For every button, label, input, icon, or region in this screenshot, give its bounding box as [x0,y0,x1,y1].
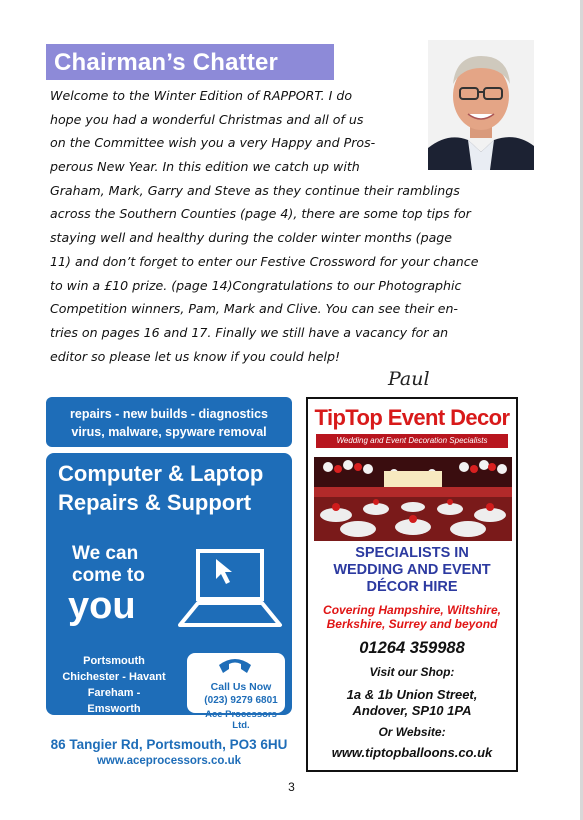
phone-icon [215,655,255,679]
coverage-line: Berkshire, Surrey and beyond [326,617,498,631]
headline: Repairs & Support [58,490,252,515]
advert-subtitle: Wedding and Event Decoration Specialists [316,434,508,448]
address: 86 Tangier Rd, Portsmouth, PO3 6HU [50,737,288,752]
town: Chichester - Havant [62,671,166,683]
come-to-text: come to [72,565,145,586]
town: Portsmouth [83,655,145,667]
venue-photo [314,457,512,541]
text-line: Graham, Mark, Garry and Steve as they continue their ramblings [50,182,460,198]
laptop-icon [176,547,284,629]
text-line: staying well and healthy during the colder winter months (page [50,230,453,246]
town: Waterlooville [79,719,149,731]
text-line: to win a £10 prize. (page 14)Congratulations to our Photographic [50,277,462,293]
coverage-text [308,603,516,631]
website: www.tiptopballoons.co.uk [331,745,493,760]
text-line: hope you had a wonderful Christmas and all of us [50,111,364,127]
we-can-text: We can [72,543,139,564]
phone-number: (023) 9279 6801 [204,695,278,706]
address-line: 1a & 1b Union Street, [346,687,478,702]
advert-title: TipTop Event Decor [314,405,510,430]
signature: Paul [388,368,430,390]
section-title-bar [46,44,334,80]
tiptop-advert [306,397,518,772]
coverage-line: Covering Hampshire, Wiltshire, [323,603,501,617]
heading-line: DÉCOR HIRE [366,579,458,595]
services-banner [46,397,292,447]
ace-processors-advert [46,397,292,773]
website: www.aceprocessors.co.uk [96,755,242,767]
services-line: virus, malware, spyware removal [71,425,267,439]
heading-line: SPECIALISTS IN [355,545,469,561]
specialists-heading [308,545,516,596]
chairman-text [50,84,515,368]
headline: Computer & Laptop [58,461,264,486]
address-line: Andover, SP10 1PA [352,703,472,718]
towns-list [60,653,168,733]
text-line: across the Southern Counties (page 4), there are some top tips for [50,206,471,222]
text-line: perous New Year. In this edition we catch up with [50,159,360,175]
text-line: tries on pages 16 and 17. Finally we still have a vacancy for an [50,324,449,340]
call-now-label: Call Us Now [210,681,272,693]
heading-line: WEDDING AND EVENT [333,562,491,578]
text-line: Welcome to the Winter Edition of RAPPORT. I do [50,88,353,103]
company-name: Ace Processors Ltd. [205,709,277,731]
town: Fareham - Emsworth [87,687,141,715]
text-line: editor so please let us know if you could help! [50,348,341,364]
website-label: Or Website: [378,725,446,739]
services-line: repairs - new builds - diagnostics [70,407,268,421]
section-title: Chairman’s Chatter [54,49,279,76]
visit-label: Visit our Shop: [369,665,455,679]
you-text: you [68,585,136,627]
text-line: Competition winners, Pam, Mark and Clive. You can see their en- [50,301,458,317]
page-number: 3 [288,780,295,794]
text-line: 11) and don’t forget to enter our Festive Crossword for your chance [50,253,479,269]
text-line: on the Committee wish you a very Happy and Pros- [50,135,376,151]
phone-number: 01264 359988 [359,639,465,657]
